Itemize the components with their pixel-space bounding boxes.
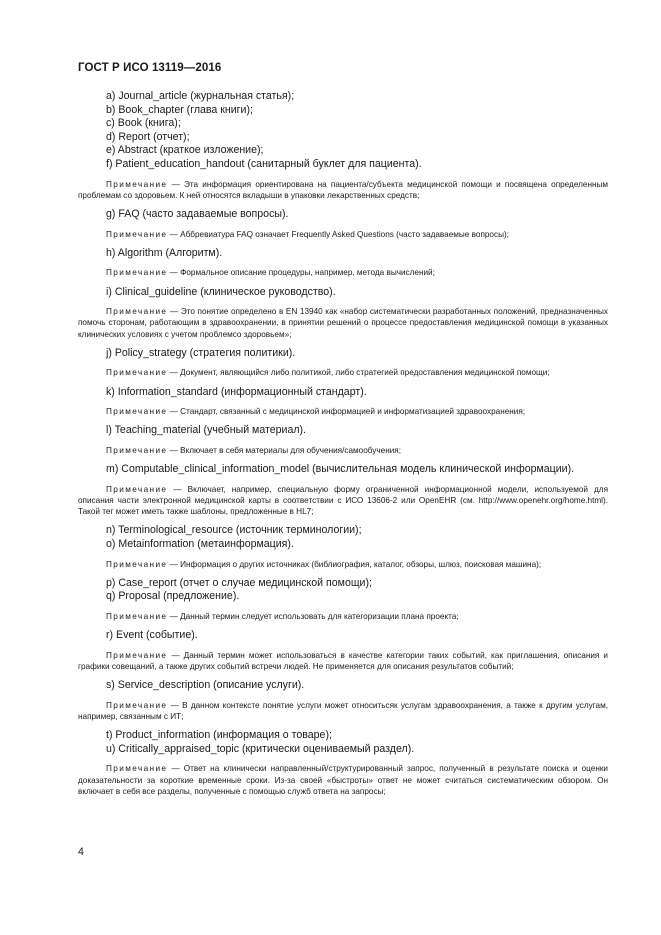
note-text: — Данный термин следует использовать для категоризации плана проекта; bbox=[167, 611, 459, 621]
note-paragraph bbox=[78, 406, 608, 417]
list-item: h) Algorithm (Алгоритм). bbox=[106, 246, 223, 259]
note-label: Примечание bbox=[106, 611, 168, 621]
list-item: g) FAQ (часто задаваемые вопросы). bbox=[106, 207, 289, 220]
note-text: — Эта информация ориентирована на пациента/субъекта медицинской помощи и посвящена определенным проблемам со здоровьем. К ней относятся вкладыши в упаковки лекарственных средств; bbox=[78, 179, 608, 200]
list-item: o) Metainformation (метаинформация). bbox=[106, 537, 294, 550]
note-label: Примечание bbox=[106, 445, 168, 455]
list-item: n) Terminological_resource (источник терминологии); bbox=[106, 524, 362, 537]
note-paragraph bbox=[78, 700, 608, 722]
list-item: k) Information_standard (информационный стандарт). bbox=[106, 385, 367, 398]
note-paragraph bbox=[78, 306, 608, 340]
list-item: a) Journal_article (журнальная статья); bbox=[106, 90, 295, 102]
note-paragraph bbox=[78, 445, 608, 456]
document-body bbox=[78, 90, 608, 797]
list-item: m) Computable_clinical_information_model (вычислительная модель клинической информации). bbox=[106, 463, 575, 476]
note-paragraph bbox=[78, 763, 608, 797]
note-text: — Стандарт, связанный с медицинской информацией и информатизацией здравоохранения; bbox=[167, 407, 526, 417]
note-text: — В данном контексте понятие услуги может относитьсяк услугам здравоохранения, а также к другим услугам, например, связанным с ИТ; bbox=[78, 700, 608, 721]
note-text: — Данный термин может использоваться в качестве категории таких событий, как приглашения, описания и графики совещаний, а также других событий встречи людей. Не применяется для описания результатов событий; bbox=[78, 650, 608, 671]
note-text: — Это понятие определено в EN 13940 как «набор систематически разработанных положений, предназначенных помочь сторонам, работающим в здравоохранении, в принятии решений о процессе предоставления медицинской помощи в указанных клинических условиях с учетом проблемсо здоровьем»; bbox=[78, 307, 608, 339]
note-label: Примечание bbox=[106, 764, 168, 774]
note-text: — Ответ на клинически направленный/структурированный запрос, полученный в результате поиска и оценки доказательности за короткие временные сроки. Из-за своей «быстроты» ответ не может считаться систематическим обзором. Он включает в себя все разделы, полученные с помощью служб ответа на запросы; bbox=[78, 764, 608, 796]
note-label: Примечание bbox=[106, 307, 168, 317]
list-item: c) Book (книга); bbox=[106, 117, 181, 130]
list-item: d) Report (отчет); bbox=[106, 130, 190, 143]
note-text: — Информация о других источниках (библиография, каталог, обзоры, шлюз, поисковая машина); bbox=[167, 559, 542, 569]
list-item: s) Service_description (описание услуги). bbox=[106, 679, 305, 692]
list-item: u) Critically_appraised_topic (критически оцениваемый раздел). bbox=[106, 742, 415, 755]
list-item: q) Proposal (предложение). bbox=[106, 590, 240, 603]
note-label: Примечание bbox=[106, 559, 168, 569]
list-item: b) Book_chapter (глава книги); bbox=[106, 103, 253, 116]
note-text: — Формальное описание процедуры, например, метода вычислений; bbox=[167, 268, 435, 278]
note-label: Примечание bbox=[106, 650, 168, 660]
note-label: Примечание bbox=[106, 268, 168, 278]
note-paragraph bbox=[78, 267, 608, 278]
note-label: Примечание bbox=[106, 368, 168, 378]
list-item: f) Patient_education_handout (санитарный буклет для пациента). bbox=[106, 157, 422, 170]
note-paragraph bbox=[78, 367, 608, 378]
note-text: — Документ, являющийся либо политикой, либо стратегией предоставления медицинской помощи; bbox=[167, 368, 550, 378]
note-label: Примечание bbox=[106, 484, 168, 494]
note-paragraph bbox=[78, 650, 608, 672]
page-number: 4 bbox=[78, 846, 84, 858]
list-item: e) Abstract (краткое изложение); bbox=[106, 144, 264, 157]
note-paragraph bbox=[78, 179, 608, 201]
list-item: l) Teaching_material (учебный материал). bbox=[106, 424, 306, 437]
note-text: — Включает, например, специальную форму ограниченной информационной модели, используемой для описания части электронной медицинской карты в соответствии с ИСО 13606-2 или OpenEHR (см. http://www.openehr.org/home.html). Такой тег может иметь также шаблоны, предложенные в HL7; bbox=[78, 484, 608, 517]
note-text: — Аббревиатура FAQ означает Frequently Asked Questions (часто задаваемые вопросы); bbox=[167, 229, 509, 239]
note-label: Примечание bbox=[106, 179, 168, 189]
list-item: j) Policy_strategy (стратегия политики). bbox=[106, 346, 296, 359]
note-paragraph bbox=[78, 611, 608, 622]
list-item: r) Event (событие). bbox=[106, 629, 198, 642]
note-label: Примечание bbox=[106, 700, 168, 710]
note-label: Примечание bbox=[106, 407, 168, 417]
document-header: ГОСТ Р ИСО 13119—2016 bbox=[78, 62, 222, 74]
list-item: p) Case_report (отчет о случае медицинской помощи); bbox=[106, 576, 372, 589]
note-paragraph bbox=[78, 559, 608, 570]
note-text: — Включает в себя материалы для обучения/самообучения; bbox=[167, 445, 402, 455]
list-item: i) Clinical_guideline (клиническое руководство). bbox=[106, 285, 336, 298]
note-label: Примечание bbox=[106, 229, 168, 239]
note-paragraph bbox=[78, 229, 608, 240]
note-paragraph bbox=[78, 484, 608, 518]
list-item: t) Product_information (информация о товаре); bbox=[106, 729, 332, 742]
